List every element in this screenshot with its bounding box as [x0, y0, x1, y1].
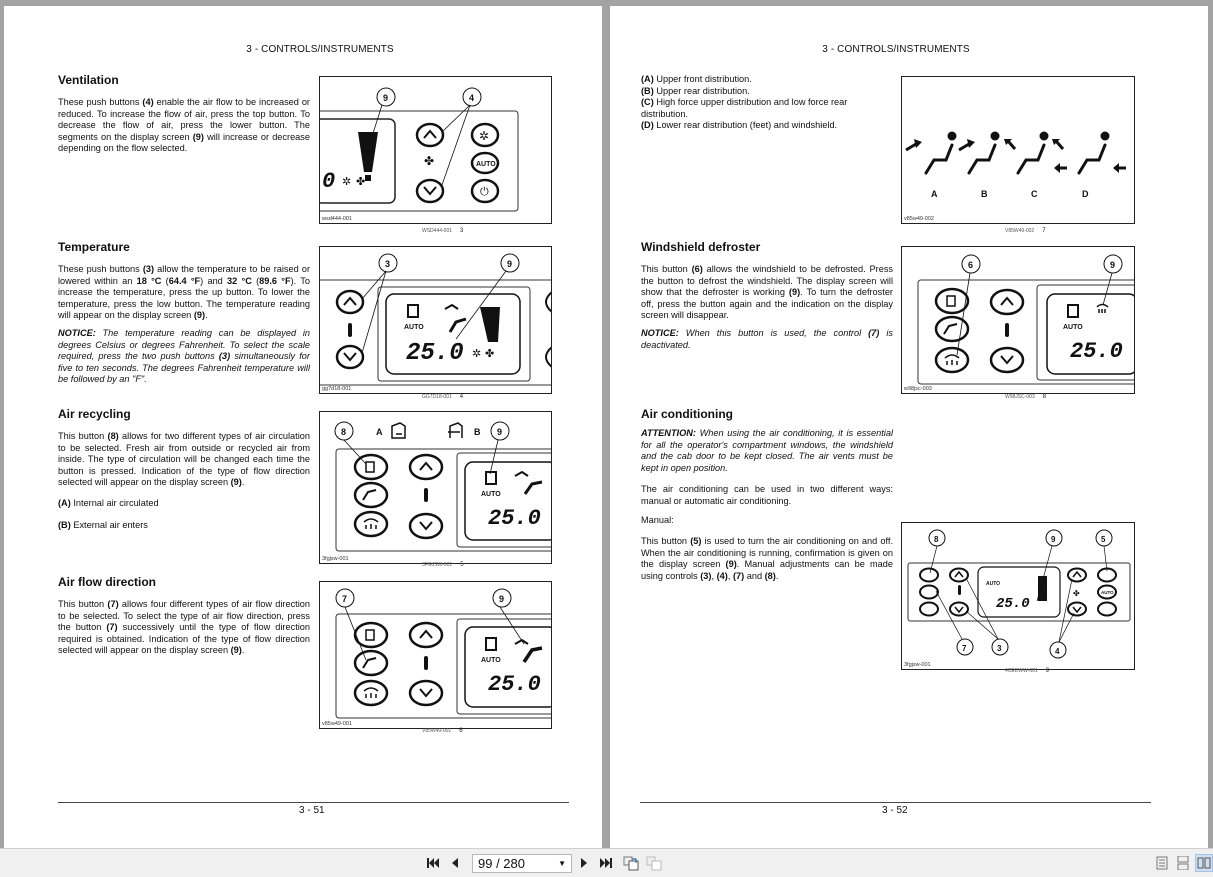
- mode-c: [1018, 132, 1067, 174]
- previous-page-button[interactable]: [449, 855, 461, 871]
- distribution-item-c: (C) High force upper distribution and low force rear distribution.: [641, 97, 848, 119]
- svg-text:3: 3: [997, 644, 1002, 653]
- running-head: 3 - CONTROLS/INSTRUMENTS: [822, 44, 970, 55]
- last-page-icon: [599, 857, 613, 869]
- control-panel-illustration: [902, 523, 1135, 670]
- figure-id: wsd444-001: [322, 216, 352, 222]
- figure-6-air-flow-panel: [319, 581, 552, 729]
- mode-a: [906, 132, 957, 174]
- figure-5-caption: 3FGJSW-001 5: [422, 562, 464, 568]
- forward-view-button[interactable]: [645, 855, 663, 871]
- svg-text:9: 9: [1110, 260, 1116, 270]
- air-distribution-illustration: [902, 77, 1135, 224]
- control-panel-illustration: [320, 247, 552, 394]
- section-title-air-conditioning: Air conditioning: [641, 407, 733, 421]
- air-conditioning-manual-label: Manual:: [641, 515, 674, 525]
- svg-text:0: 0: [322, 169, 336, 194]
- figure-id: v85w49-001: [322, 721, 352, 727]
- figure-9-caption: 4CEDWW-001 9: [1005, 668, 1050, 674]
- svg-text:7: 7: [342, 594, 348, 604]
- figure-6-caption: V85W49-001 6: [422, 728, 463, 734]
- distribution-item-a: (A) Upper front distribution.: [641, 74, 752, 84]
- windshield-defroster-notice: NOTICE: When this button is used, the control (7) is deactivated.: [641, 328, 893, 350]
- svg-text:C: C: [1031, 189, 1038, 199]
- svg-text:AUTO: AUTO: [481, 491, 501, 498]
- first-page-icon: [426, 857, 440, 869]
- mode-b: [959, 132, 1015, 174]
- svg-text:A: A: [931, 189, 938, 199]
- svg-text:✲: ✲: [479, 129, 490, 143]
- figure-4-caption: GG7D18-001 4: [422, 394, 464, 400]
- air-recycling-item-b: (B) External air enters: [58, 520, 148, 530]
- figure-8-caption: W98JSC-003 8: [1005, 394, 1047, 400]
- svg-text:✤: ✤: [1073, 589, 1080, 598]
- dropdown-arrow-icon[interactable]: ▼: [558, 859, 566, 868]
- control-panel-illustration: [320, 412, 552, 564]
- footer-rule: [58, 802, 569, 803]
- air-conditioning-modes: The air conditioning can be used in two different ways: manual or automatic air conditioning.: [641, 484, 893, 506]
- footer-rule: [640, 802, 1151, 803]
- figure-3-ventilation-panel: [319, 76, 552, 224]
- air-flow-direction-text: This button (7) allows four different types of air flow direction to be selected. To select the type of air flow direction, press the button (7) successively until the type of flow direction required is obtained. Indication of the type of flow direction selected will appear on the display screen (9).: [58, 599, 311, 655]
- figure-3-caption: WSD444-001 3: [422, 228, 464, 234]
- distribution-item-b: (B) Upper rear distribution.: [641, 85, 750, 96]
- control-panel-illustration: [320, 77, 552, 224]
- svg-text:AUTO: AUTO: [481, 657, 501, 664]
- figure-id: 3fgjsw-001: [322, 556, 349, 562]
- forward-view-icon: [646, 855, 662, 871]
- svg-text:AUTO: AUTO: [1101, 590, 1114, 595]
- prev-page-icon: [450, 857, 460, 869]
- figure-id: gg7d18-001: [322, 386, 352, 392]
- distribution-list: [641, 74, 893, 132]
- figure-7-air-distribution-modes: [901, 76, 1135, 224]
- svg-text:AUTO: AUTO: [1063, 324, 1083, 331]
- svg-text:5: 5: [1101, 535, 1106, 544]
- control-panel-illustration: [320, 582, 552, 729]
- svg-text:D: D: [1082, 189, 1089, 199]
- svg-text:✲: ✲: [472, 348, 482, 360]
- facing-view-button[interactable]: [1195, 854, 1213, 872]
- first-page-button[interactable]: [425, 855, 441, 871]
- windshield-defroster-text: This button (6) allows the windshield to be defrosted. Press the button to defrost the windshield. The display screen will show that the defroster is working (9). To turn the defroster off, press the button again and the indication on the display screen will disappear.: [641, 264, 894, 320]
- page-number-field[interactable]: [472, 854, 572, 873]
- single-page-view-button[interactable]: [1153, 854, 1171, 872]
- svg-text:8: 8: [341, 427, 347, 437]
- svg-text:9: 9: [507, 259, 513, 269]
- svg-text:✤: ✤: [485, 348, 495, 360]
- svg-text:B: B: [474, 427, 481, 437]
- svg-text:25.0: 25.0: [1070, 339, 1123, 364]
- page-number: 3 - 52: [882, 805, 908, 816]
- distribution-item-d: (D) Lower rear distribution (feet) and windshield.: [641, 120, 838, 130]
- running-head: 3 - CONTROLS/INSTRUMENTS: [246, 44, 394, 55]
- svg-text:✲: ✲: [342, 176, 352, 188]
- continuous-view-button[interactable]: [1174, 854, 1192, 872]
- navigation-toolbar: [0, 848, 1213, 877]
- svg-text:4: 4: [1055, 647, 1060, 656]
- temperature-text: These push buttons (3) allow the temperature to be raised or lowered within an 18 °C (64.4 °F) and 32 °C (89.6 °F). To increase the temperature, press the up button. To lower the temperature, press the low button. The temperature reading will appear on the display screen (9).: [58, 264, 310, 320]
- back-view-icon: [623, 855, 639, 871]
- svg-text:AUTO: AUTO: [404, 324, 424, 331]
- facing-pages-icon: [1197, 857, 1211, 869]
- ventilation-text: These push buttons (4) enable the air flow to be increased or reduced. To increase the flow of air, press the top button. To decrease the flow of air, press the lower button. The segments on the display screen (9) will increase or decrease depending on the flow selected.: [58, 97, 310, 153]
- figure-id: v85w49-002: [904, 216, 934, 222]
- air-conditioning-attention: ATTENTION: When using the air conditioning, it is essential for all the operator's compartment windows, the windshield and the cab door to be kept closed. The air vents must be kept in open position.: [641, 428, 893, 473]
- svg-text:4: 4: [469, 93, 475, 103]
- section-title-air-recycling: Air recycling: [58, 407, 131, 421]
- svg-text:25.0: 25.0: [488, 506, 541, 531]
- svg-text:✤: ✤: [424, 154, 435, 168]
- svg-text:9: 9: [383, 93, 389, 103]
- svg-text:3: 3: [385, 259, 391, 269]
- page-3-52: [610, 6, 1208, 848]
- figure-id: w98jsc-003: [904, 386, 932, 392]
- temperature-notice: NOTICE: The temperature reading can be displayed in degrees Celsius or degrees Fahrenheit. To select the scale required, press the two push buttons (3) simultaneously for five to ten seconds. The degrees Fahrenheit temperature will be followed by an "F".: [58, 328, 310, 384]
- svg-text:25.0: 25.0: [996, 596, 1030, 612]
- svg-text:AUTO: AUTO: [986, 581, 1001, 587]
- page-3-51: [4, 6, 602, 848]
- svg-text:6: 6: [968, 260, 974, 270]
- control-panel-illustration: [902, 247, 1135, 394]
- section-title-ventilation: Ventilation: [58, 73, 119, 87]
- page-number: 3 - 51: [299, 805, 325, 816]
- page-number-value: 99 / 280: [478, 856, 525, 871]
- svg-text:AUTO: AUTO: [476, 161, 496, 168]
- svg-text:9: 9: [499, 594, 505, 604]
- svg-text:9: 9: [1051, 535, 1056, 544]
- svg-text:8: 8: [934, 535, 939, 544]
- section-title-air-flow-direction: Air flow direction: [58, 575, 157, 589]
- back-view-button[interactable]: [622, 855, 640, 871]
- figure-7-caption: V85W49-002 7: [1005, 228, 1046, 234]
- svg-text:7: 7: [962, 644, 967, 653]
- air-recycling-text: This button (8) allows for two different types of air circulation to be selected. Fresh air from outside or recycled air from inside. The type of circulation will be changed each time the button is pressed. Indication of the type of flow direction selected will appear on the display screen (9).: [58, 431, 310, 487]
- svg-text:✤: ✤: [356, 176, 366, 188]
- figure-id: 3fgjsw-001: [904, 662, 931, 668]
- figure-9-full-control-panel: [901, 522, 1135, 670]
- figure-8-defroster-panel: [901, 246, 1135, 394]
- figure-4-temperature-panel: [319, 246, 552, 394]
- svg-text:25.0: 25.0: [488, 672, 541, 697]
- svg-text:9: 9: [497, 427, 503, 437]
- next-page-icon: [579, 857, 589, 869]
- section-title-windshield-defroster: Windshield defroster: [641, 240, 761, 254]
- next-page-button[interactable]: [578, 855, 590, 871]
- last-page-button[interactable]: [598, 855, 614, 871]
- mode-d: [1079, 132, 1126, 174]
- figure-5-air-recycling-panel: [319, 411, 552, 564]
- section-title-temperature: Temperature: [58, 240, 130, 254]
- svg-text:B: B: [981, 189, 988, 199]
- single-page-icon: [1156, 856, 1168, 870]
- air-conditioning-manual-text: This button (5) is used to turn the air conditioning on and off. When the air conditioning is running, confirmation is given on the display screen (9). Manual adjustments can be made using controls (3), (4), (7) and (8).: [641, 536, 894, 581]
- svg-text:25.0: 25.0: [406, 340, 464, 367]
- svg-text:⏻: ⏻: [480, 186, 489, 198]
- continuous-page-icon: [1177, 856, 1189, 870]
- air-recycling-item-a: (A) Internal air circulated: [58, 498, 159, 508]
- svg-text:A: A: [376, 427, 383, 437]
